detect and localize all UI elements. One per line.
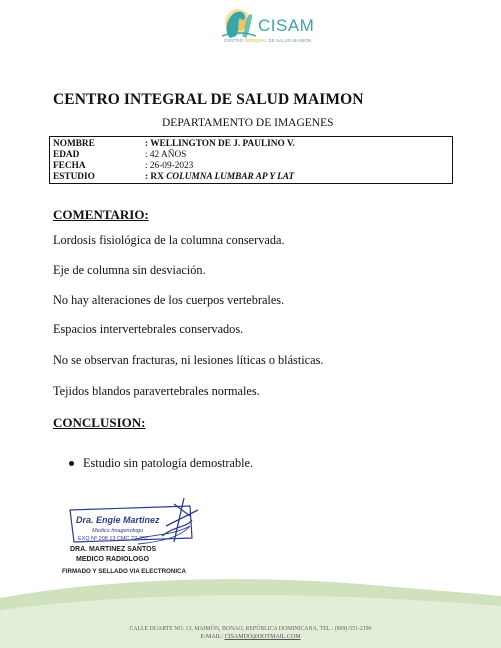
logo-wordmark: CISAM	[258, 16, 315, 35]
cisam-logo	[200, 2, 315, 50]
bullet-icon	[69, 461, 74, 466]
stamp-name: Dra. Engie Martinez	[76, 515, 160, 525]
comentario-heading: COMENTARIO:	[53, 207, 149, 222]
email-link[interactable]: CISAMDO@HOTMAIL.COM	[224, 634, 301, 640]
info-label: FECHA	[53, 161, 86, 171]
conclusion-item-text: Estudio sin patología demostrable.	[83, 456, 254, 470]
comentario-line: Espacios intervertebrales conservados.	[53, 322, 244, 336]
comentario-line: Tejidos blandos paravertebrales normales.	[53, 384, 260, 398]
info-value: : 42 AÑOS	[145, 150, 187, 160]
conclusion-heading: CONCLUSION:	[53, 415, 146, 430]
logo-subtitle: CENTRO INTEGRAL DE SALUD MAIMON	[224, 38, 312, 43]
info-value: : 26-09-2023	[145, 161, 194, 171]
stamp-registry: EXQ Nº 208 13 CMC 22-357	[78, 536, 149, 542]
info-label: NOMBRE	[53, 139, 95, 149]
comentario-line: Eje de columna sin desviación.	[53, 263, 206, 277]
comentario-line: No hay alteraciones de los cuerpos vertebrales.	[53, 293, 285, 307]
footer-email: E-MAIL: CISAMDO@HOTMAIL.COM	[200, 634, 301, 640]
info-label: EDAD	[53, 150, 80, 160]
info-value: : WELLINGTON DE J. PAULINO V.	[145, 139, 295, 149]
info-label: ESTUDIO	[53, 172, 95, 182]
info-value: : RX COLUMNA LUMBAR AP Y LAT	[145, 172, 295, 182]
signer-name: DRA. MARTINEZ SANTOS	[70, 546, 157, 553]
signature-note: FIRMADO Y SELLADO VIA ELECTRONICA	[62, 568, 186, 575]
department-name: DEPARTAMENTO DE IMAGENES	[162, 117, 334, 129]
conclusion-item	[69, 456, 253, 471]
stamp-specialty: Medico Imagenologo	[92, 528, 144, 534]
patient-info-box	[49, 136, 453, 184]
document-title: CENTRO INTEGRAL DE SALUD MAIMON	[53, 91, 364, 108]
comentario-line: Lordosis fisiológica de la columna conservada.	[53, 233, 285, 247]
comentario-line: No se observan fracturas, ni lesiones líticas o blásticas.	[53, 353, 324, 367]
signer-role: MEDICO RADIOLOGO	[76, 556, 150, 563]
footer-address: CALLE DUARTE NO. 13, MAIMÓN, BONAO, REPÚBLICA DOMINICANA, TEL.: (809)-551-2196	[129, 626, 372, 632]
